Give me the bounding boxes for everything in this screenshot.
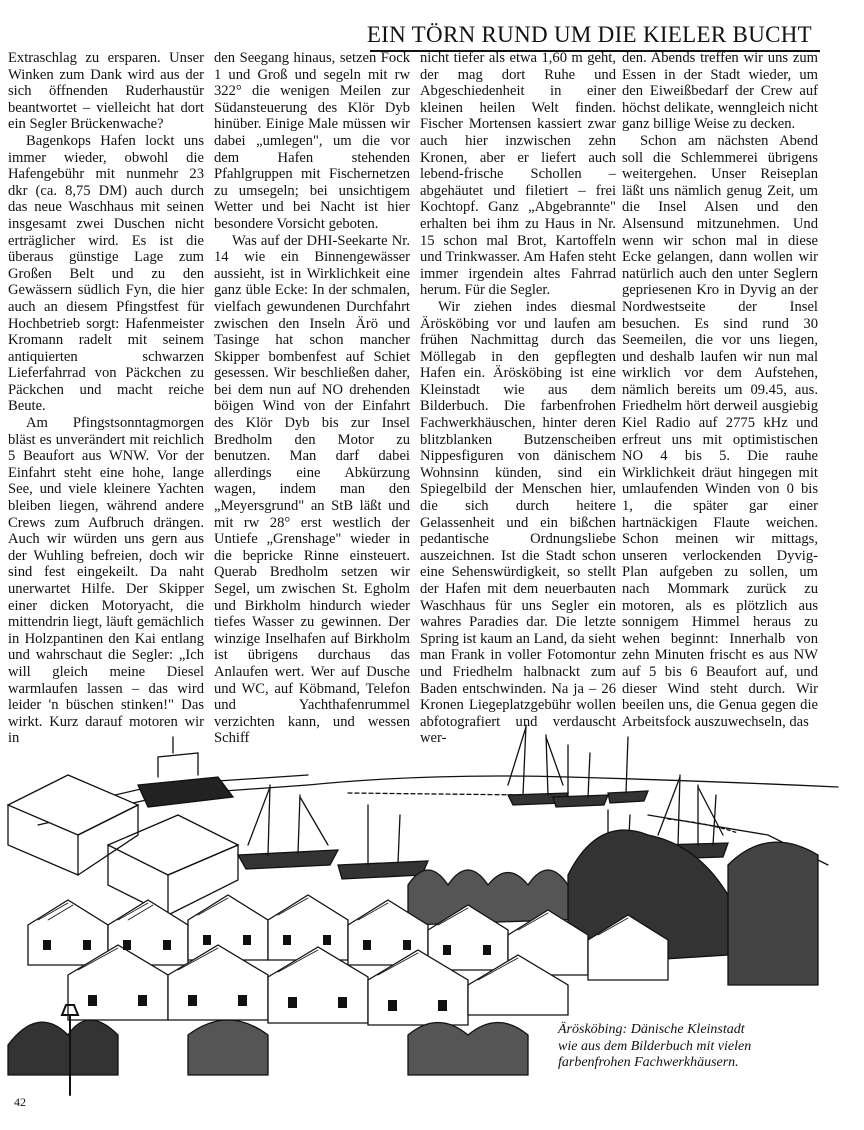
illustration-caption: Ärösköbing: Dänische Kleinstadt wie aus dem Bilderbuch mit vielen farbenfrohen Fachwerkhäusern.	[558, 1022, 752, 1070]
paragraph: Schon am nächsten Abend soll die Schlemmerei übrigens weitergehen. Unser Reiseplan läßt uns nämlich genug Zeit, um die Insel Alsen und den Alsensund mitzunehmen. Und wenn wir schon mal in diese Ecke gelangen, dann wollen wir natürlich auch den unter Seglern gepriesenen Kro in Dyvig an der Nordwestseite der Insel besuchen. Es sind rund 30 Seemeilen, die vor uns liegen, und deshalb laufen wir nun mal wirklich vor dem Aufstehen, nämlich bereits um 09.45, aus. Friedhelm hört derweil ausgiebig Kiel Radio auf 2775 kHz und erfreut uns mit optimistischen NO 4 bis 5. Die rauhe Wirklichkeit dräut hingegen mit umlaufenden Winden von 0 bis 1, die später gar einer hartnäckigen Flaute weichen. Schon meinen wir mittags, unseren verlockenden Dyvig-Plan aufgeben zu sollen, um nach Mommark zurück zu motoren, als es plötzlich aus sonnigem Himmel heraus zu wehen beginnt: Innerhalb von zehn Minuten frischt es aus NW auf 5 bis 6 Beaufort auf, und dieser Wind steht durch. Wir beeilen uns, die Genua gegen die Arbeitsfock auszuwechseln, das	[622, 132, 818, 730]
paragraph: den Seegang hinaus, setzen Fock 1 und Groß und segeln mit rw 322° die wenigen Meilen zur Südansteuerung des Klör Dyb hinüber. Einige Male müssen wir dabei „umlegen", um die vor dem Hafen stehenden Pfahlgruppen mit Fischernetzen zu umsegeln; bei unsichtigem Wetter und bei Nacht ist hier besondere Vorsicht geboten.	[214, 50, 410, 232]
page-header	[366, 22, 820, 48]
paragraph: Am Pfingstsonntagmorgen bläst es unverändert mit reichlich 5 Beaufort aus WNW. Vor der Einfahrt steht eine hohe, lange See, und viele kleinere Yachten bleiben liegen, während andere Crews zum Aufbruch drängen. Auch wir würden uns gern aus der Wuhling befreien, doch wir sind fest eingekeilt. Da naht unerwartet Hilfe. Der Skipper einer dicken Motoryacht, die mittendrin liegt, läuft gemächlich in Holzpantinen den Kai entlang und wahrschaut die Segler: „Ich will gleich meine Diesel warmlaufen lassen – das wird leider 'n büschen stinken!" Das wirkt. Kurz darauf motoren wir in	[8, 415, 204, 747]
paragraph: Bagenkops Hafen lockt uns immer wieder, obwohl die Hafengebühr mit nunmehr 23 dkr (ca. 8,75 DM) auch durch das neue Waschhaus mit seinen insgesamt zwei Duschen nicht erträglicher wird. Es ist die überaus günstige Lage zum Großen Belt und zu den Gewässern südlich Fyn, die hier auch an diesem Pfingstfest für Hochbetrieb sorgt: Hafenmeister Kromann radelt mit seinem antiquierten schwarzen Lieferfahrrad von Päckchen zu Päckchen und macht reiche Beute.	[8, 132, 204, 415]
paragraph: den. Abends treffen wir uns zum Essen in der Stadt wieder, um den Eiweißbedarf der Crew auf höchst delikate, wenngleich nicht ganz billige Weise zu decken.	[622, 50, 818, 133]
paragraph: Was auf der DHI-Seekarte Nr. 14 wie ein Binnengewässer aussieht, ist in Wirklichkeit eine ganz üble Ecke: In der schmalen, vielfach gewundenen Durchfahrt zwischen den Inseln Ärö und Tasinge hat schon mancher Skipper bombenfest auf Schiet gesessen. Wir beschließen daher, bei dem nun auf NO drehenden böigen Wind von der Einfahrt des Klör Dyb bis zur Insel Bredholm den Motor zu benutzen. Man darf dabei allerdings eine Abkürzung wagen, indem man den „Meyersgrund" an StB läßt und mit rw 28° erst westlich der Untiefe „Grenshage" wieder in die bepricke Rinne einsteuert. Querab Bredholm setzen wir Segel, um zwischen St. Egholm und Birkholm hindurch wieder tiefes Wasser zu gewinnen. Der winzige Inselhafen auf Birkholm ist übrigens durchaus das Anlaufen wert. Wer auf Dusche und WC, auf Köbmand, Telefon und Yachthafenrummel verzichten kann, und wessen Schiff	[214, 232, 410, 747]
paragraph: nicht tiefer als etwa 1,60 m geht, der mag dort Ruhe und Abgeschiedenheit in einer kleinen heilen Welt finden. Fischer Mortensen kassiert zwar auch hier inzwischen zehn Kronen, aber er liefert auch lebend-frische Schollen – abgehäutet und filetiert – frei Kochtopf. Ganz „Abgebrannte" erhalten bei ihm zu Haus in Nr. 15 schon mal Brot, Kartoffeln und Trinkwasser. Am Hafen steht immer irgendein altes Fahrrad herum. Für die Segler.	[420, 50, 616, 299]
text-column-4	[622, 50, 818, 730]
paragraph: Wir ziehen indes diesmal Ärösköbing vor und laufen am frühen Nachmittag durch das Möllegab in den gepflegten Hafen ein. Ärösköbing ist eine Kleinstadt wie aus dem Bilderbuch. Die farbenfrohen Fachwerkhäuschen, hinter deren blitzblanken Butzenscheiben Nippesfiguren von dänischem Wohnsinn künden, sind ein Spiegelbild der Menschen hier, die sich durch heitere Gelassenheit und ein bißchen pedantische Ordnungsliebe auszeichnen. Ist die Stadt schon eine Sehenswürdigkeit, so stellt der Hafen mit dem neuerbauten Waschhaus für uns Segler ein wahres Paradies dar. Die letzte Spring ist kaum an Land, da sieht man Frank in voller Fotomontur und Friedhelm halbnackt zum Baden entschwinden. Na ja – 26 Kronen Liegeplatzgebühr wollen abfotografiert und verdauscht wer-	[420, 298, 616, 747]
text-column-1	[8, 50, 204, 747]
paragraph: Extraschlag zu ersparen. Unser Winken zum Dank wird aus der sich öffnenden Ruderhaustür beantwortet – vielleicht hat dort ein Segler Brückenwache?	[8, 50, 204, 133]
text-column-3	[420, 50, 616, 747]
text-column-2	[214, 50, 410, 747]
article-body	[8, 50, 818, 747]
article-running-title: EIN TÖRN RUND UM DIE KIELER BUCHT	[366, 22, 812, 47]
page-number: 42	[14, 1095, 26, 1109]
